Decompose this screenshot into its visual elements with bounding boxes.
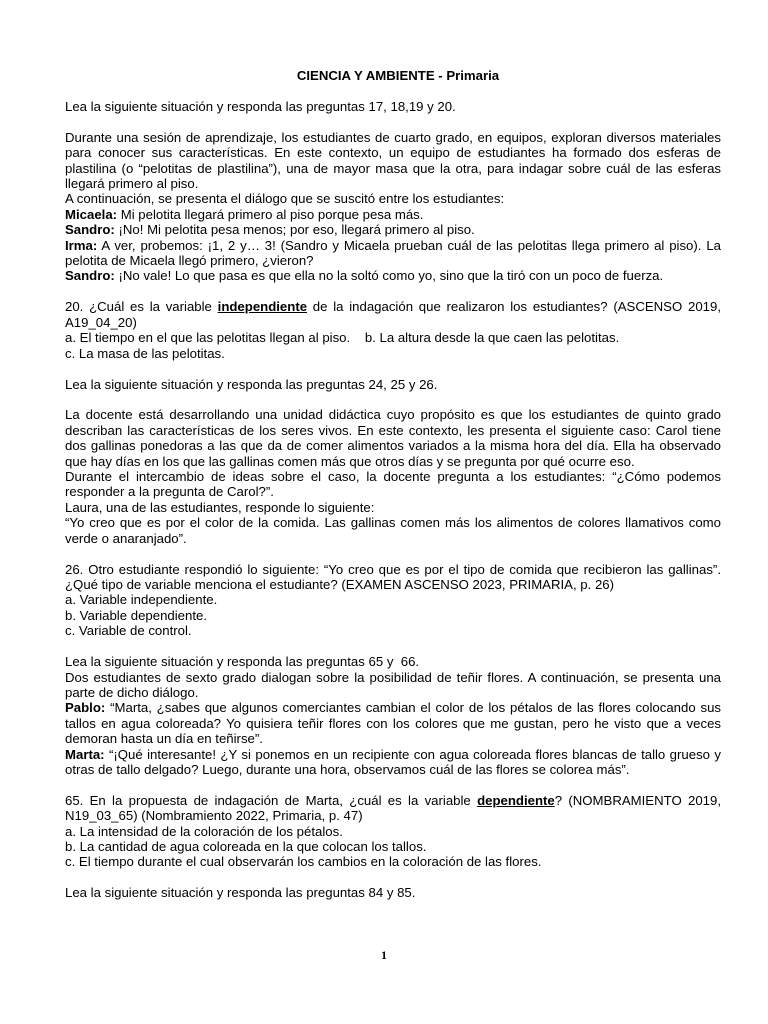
speaker-name: Marta: [65,746,105,762]
spacer [65,639,721,655]
spacer [65,361,721,377]
question-26-option-b: b. Variable dependiente. [65,607,207,623]
spacer [65,546,721,562]
dialogue-line-sandro-2 [65,268,721,283]
dialogue-line-marta [65,747,721,778]
dialogue-text: ¡No! Mi pelotita pesa menos; por eso, llegará primero al piso. [114,222,475,238]
question-65-option-c: c. El tiempo durante el cual observarán los cambios en la coloración de las flores. [65,854,542,870]
document-title: CIENCIA Y AMBIENTE - Primaria [296,68,500,83]
question-65-option-b: b. La cantidad de agua coloreada en la que colocan los tallos. [65,839,427,855]
question-text: ? (NOMBRAMIENTO 2019, N19_03_65) (Nombramiento 2022, Primaria, p. 47) [65,792,721,824]
question-20-options-ab: a. El tiempo en el que las pelotitas llegan al piso. b. La altura desde la que caen las pelotitas. [65,330,620,346]
speaker-name: Micaela: [65,206,118,222]
speaker-name: Pablo: [65,700,106,716]
question-26-option-c: c. Variable de control. [65,623,192,639]
situation-1-context: Durante una sesión de aprendizaje, los estudiantes de cuarto grado, en equipos, exploran diversos materiales para conocer sus características. En este contexto, un equipo de estudiantes ha formado dos esferas de plastilina (o “pelotitas de plastilina”), una de mayor masa que la otra, para indagar sobre cuál de las esferas llegará primero al piso. [65,129,721,192]
spacer [65,284,721,300]
question-keyword: dependiente [477,792,555,808]
situation-3-context: Dos estudiantes de sexto grado dialogan sobre la posibilidad de teñir flores. A continuación, se presenta una parte de dicho diálogo. [65,669,721,700]
spacer [65,777,721,793]
dialogue-text: “Marta, ¿sabes que algunos comerciantes cambian el color de los pétalos de las flores colocando sus tallos en agua coloreada? Yo quisiera teñir flores con los colores que me gustan, pero he visto que a veces demoran hasta un día en teñirse”. [65,700,721,747]
speaker-name: Sandro: [65,222,115,238]
spacer [65,870,721,886]
spacer [65,83,721,99]
question-20-option-c: c. La masa de las pelotitas. [65,345,225,361]
dialogue-line-irma [65,238,721,269]
spacer [65,392,721,408]
situation-2-context: La docente está desarrollando una unidad didáctica cuyo propósito es que los estudiantes de quinto grado describan las características de los seres vivos. En este contexto, les presenta el siguiente caso: Carol tiene dos gallinas ponedoras a las que da de comer alimentos variados a la misma hora del día. Ella ha observado que hay días en los que las gallinas comen más que otros días y se pregunta por qué ocurre eso. [65,407,721,469]
dialogue-text: A ver, probemos: ¡1, 2 y… 3! (Sandro y Micaela prueban cuál de las pelotitas llega primero al piso). La pelotita de Micaela llegó primero, ¿vieron? [65,237,721,269]
dialogue-text: ¡No vale! Lo que pasa es que ella no la soltó como yo, sino que la tiró con un poco de fuerza. [114,268,664,284]
dialogue-line-micaela [65,207,721,222]
speaker-name: Irma: [65,237,98,253]
question-text: 65. En la propuesta de indagación de Marta, ¿cuál es la variable [65,792,478,808]
question-keyword: independiente [217,299,308,315]
dialogue-line-pablo [65,700,721,746]
question-65 [65,793,721,824]
situation-1-intro: Lea la siguiente situación y responda las preguntas 17, 18,19 y 20. [65,98,456,114]
question-text: 20. ¿Cuál es la variable [65,299,218,315]
situation-3-intro: Lea la siguiente situación y responda las preguntas 65 y 66. [65,654,420,670]
question-26-option-a: a. Variable independiente. [65,592,218,608]
dialogue-text: “¡Qué interesante! ¿Y si ponemos en un recipiente con agua coloreada flores blancas de tallo grueso y otras de tallo delgado? Luego, durante una hora, observamos cuál de las flores se colorea más”. [65,746,721,777]
situation-2-quote: “Yo creo que es por el color de la comida. Las gallinas comen más los alimentos de colores llamativos como verde o anaranjado”. [65,515,721,546]
question-text: de la indagación que realizaron los estudiantes? (ASCENSO 2019, A19_04_20) [65,299,721,330]
speaker-name: Sandro: [65,268,115,284]
dialogue-intro: A continuación, se presenta el diálogo que se suscitó entre los estudiantes: [65,191,505,207]
dialogue-text: Mi pelotita llegará primero al piso porque pesa más. [117,206,424,222]
situation-2-intro: Lea la siguiente situación y responda las preguntas 24, 25 y 26. [65,376,438,392]
document-page [65,68,721,901]
situation-2-laura: Laura, una de las estudiantes, responde lo siguiente: [65,499,375,515]
dialogue-line-sandro [65,222,721,237]
situation-4-intro: Lea la siguiente situación y responda las preguntas 84 y 85. [65,885,416,901]
situation-2-exchange: Durante el intercambio de ideas sobre el caso, la docente pregunta a los estudiantes: “¿Cómo podemos responder a la pregunta de Carol?”. [65,469,721,500]
question-65-option-a: a. La intensidad de la coloración de los pétalos. [65,823,343,839]
page-number: 1 [381,948,387,962]
question-26: 26. Otro estudiante respondió lo siguiente: “Yo creo que es por el tipo de comida que recibieron las gallinas”. ¿Qué tipo de variable menciona el estudiante? (EXAMEN ASCENSO 2023, PRIMARIA, p. 26) [65,561,721,592]
spacer [65,114,721,130]
question-20 [65,299,721,330]
